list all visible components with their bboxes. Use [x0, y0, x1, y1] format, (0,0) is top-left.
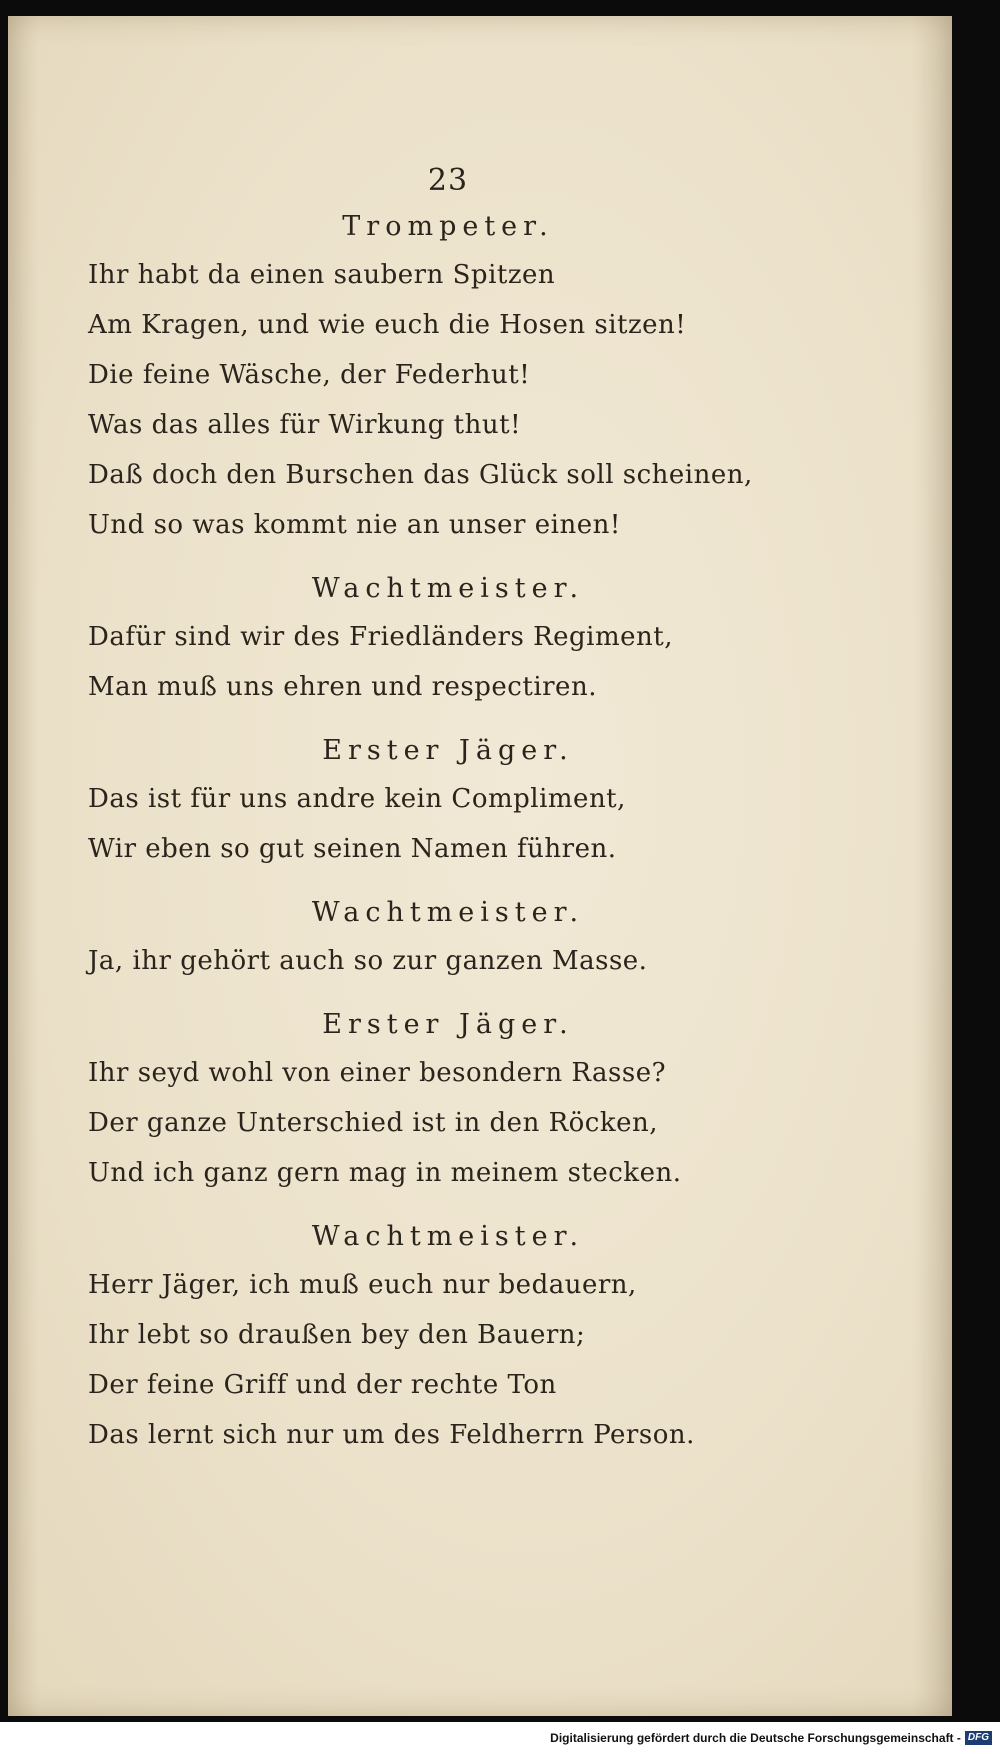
speech-erster-jaeger: [88, 1002, 808, 1198]
verse-line: Ja, ihr gehört auch so zur ganzen Masse.: [88, 946, 648, 976]
speech-wachtmeister: [88, 566, 808, 712]
verse-line: Was das alles für Wirkung thut!: [88, 410, 522, 440]
verse-line: Daß doch den Burschen das Glück soll scheinen,: [88, 460, 753, 490]
page-edge-shadow-left: [8, 16, 38, 1716]
verse-line: Am Kragen, und wie euch die Hosen sitzen!: [88, 310, 687, 340]
verse-line: Das ist für uns andre kein Compliment,: [88, 784, 626, 814]
page-text-block: [88, 158, 808, 1476]
speaker-name: Wachtmeister.: [311, 897, 585, 928]
verse-line: Ihr seyd wohl von einer besondern Rasse?: [88, 1058, 667, 1088]
dfg-logo-icon: DFG: [965, 1731, 992, 1745]
verse-line: Herr Jäger, ich muß euch nur bedauern,: [88, 1270, 637, 1300]
verse-line: Das lernt sich nur um des Feldherrn Person.: [88, 1420, 695, 1450]
speech-wachtmeister: [88, 1214, 808, 1460]
book-page: [8, 16, 952, 1716]
verse-line: Der feine Griff und der rechte Ton: [88, 1370, 557, 1400]
speech-erster-jaeger: [88, 728, 808, 874]
page-edge-shadow-right: [912, 16, 952, 1716]
page-number: 23: [427, 163, 469, 198]
speech-wachtmeister: [88, 890, 808, 986]
speaker-name: Wachtmeister.: [311, 1221, 585, 1252]
credit-text: Digitalisierung gefördert durch die Deutsche Forschungsgemeinschaft -: [550, 1731, 961, 1745]
speaker-name: Wachtmeister.: [311, 573, 585, 604]
verse-line: Dafür sind wir des Friedländers Regiment,: [88, 622, 673, 652]
verse-line: Man muß uns ehren und respectiren.: [88, 672, 597, 702]
verse-line: Wir eben so gut seinen Namen führen.: [88, 834, 617, 864]
verse-line: Und so was kommt nie an unser einen!: [88, 510, 621, 540]
digitization-credit: [550, 1728, 992, 1748]
verse-line: Ihr lebt so draußen bey den Bauern;: [88, 1320, 586, 1350]
verse-line: Die feine Wäsche, der Federhut!: [88, 360, 531, 390]
verse-line: Und ich ganz gern mag in meinem stecken.: [88, 1158, 682, 1188]
speaker-name: Trompeter.: [342, 211, 554, 242]
speech-trompeter: [88, 204, 808, 550]
verse-line: Der ganze Unterschied ist in den Röcken,: [88, 1108, 659, 1138]
speaker-name: Erster Jäger.: [322, 735, 574, 766]
verse-line: Ihr habt da einen saubern Spitzen: [88, 260, 556, 290]
speaker-name: Erster Jäger.: [322, 1009, 574, 1040]
